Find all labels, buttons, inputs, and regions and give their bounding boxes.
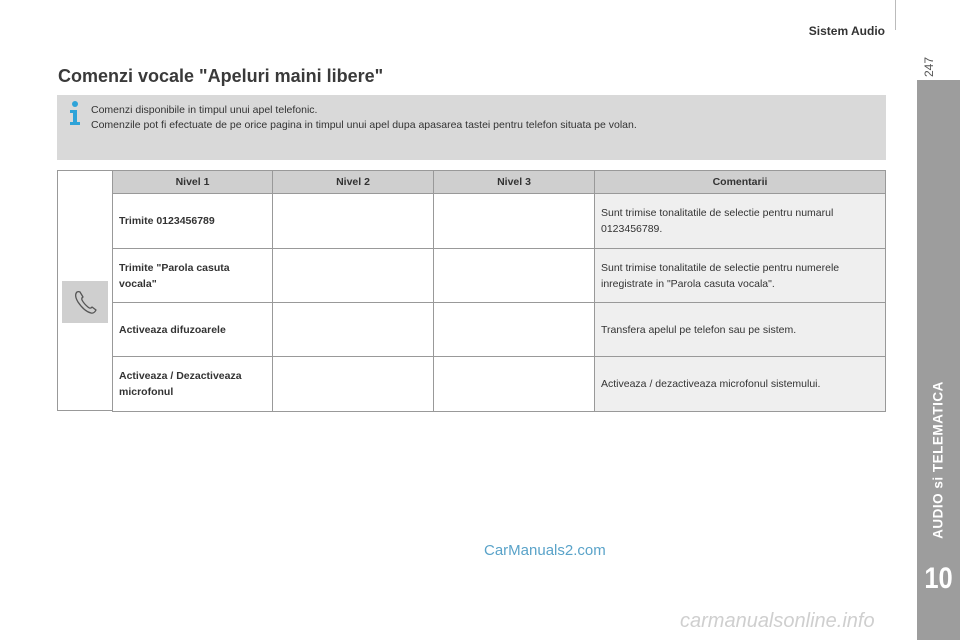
table-header-row [113, 171, 886, 194]
header-comentarii: Comentarii [595, 171, 886, 194]
carmanuals-watermark: CarManuals2.com [484, 542, 606, 559]
row-comment: Sunt trimise tonalitatile de selectie pentru numerele inregistrate in "Parola casuta vocala". [595, 249, 886, 303]
section-title: Comenzi vocale "Apeluri maini libere" [58, 66, 384, 86]
row-level3 [434, 357, 595, 412]
row-level2 [273, 249, 434, 303]
info-line-1: Comenzi disponibile in timpul unui apel telefonic. [91, 104, 318, 116]
phone-icon-box [62, 281, 108, 323]
row-level3 [434, 303, 595, 357]
row-level1: Trimite "Parola casuta vocala" [113, 249, 273, 303]
chapter-number: 10 [924, 562, 953, 595]
table-row [113, 249, 886, 303]
row-level2 [273, 194, 434, 249]
row-level1: Activeaza difuzoarele [113, 303, 273, 357]
voice-commands-table [112, 170, 886, 412]
table-row [113, 303, 886, 357]
table-row [113, 194, 886, 249]
row-level1: Trimite 0123456789 [113, 194, 273, 249]
side-tab [917, 80, 960, 640]
row-comment: Activeaza / dezactiveaza microfonul sistemului. [595, 357, 886, 412]
header-divider [895, 0, 896, 30]
row-level2 [273, 303, 434, 357]
header-nivel-3: Nivel 3 [434, 171, 595, 194]
row-comment: Transfera apelul pe telefon sau pe sistem. [595, 303, 886, 357]
row-comment: Sunt trimise tonalitatile de selectie pentru numarul 0123456789. [595, 194, 886, 249]
info-line-2: Comenzile pot fi efectuate de pe orice pagina in timpul unui apel dupa apasarea tastei pentru telefon situata pe volan. [91, 119, 637, 131]
row-level2 [273, 357, 434, 412]
footer-watermark: carmanualsonline.info [680, 610, 875, 632]
info-text [91, 103, 637, 133]
info-icon [67, 100, 83, 126]
table-row [113, 357, 886, 412]
header-title: Sistem Audio [808, 24, 885, 38]
header-nivel-2: Nivel 2 [273, 171, 434, 194]
side-tab-label: AUDIO si TELEMATICA [930, 381, 946, 539]
row-level3 [434, 249, 595, 303]
header-nivel-1: Nivel 1 [113, 171, 273, 194]
phone-icon [62, 281, 108, 323]
row-level1: Activeaza / Dezactiveaza microfonul [113, 357, 273, 412]
row-level3 [434, 194, 595, 249]
page-number: 247 [922, 56, 937, 78]
